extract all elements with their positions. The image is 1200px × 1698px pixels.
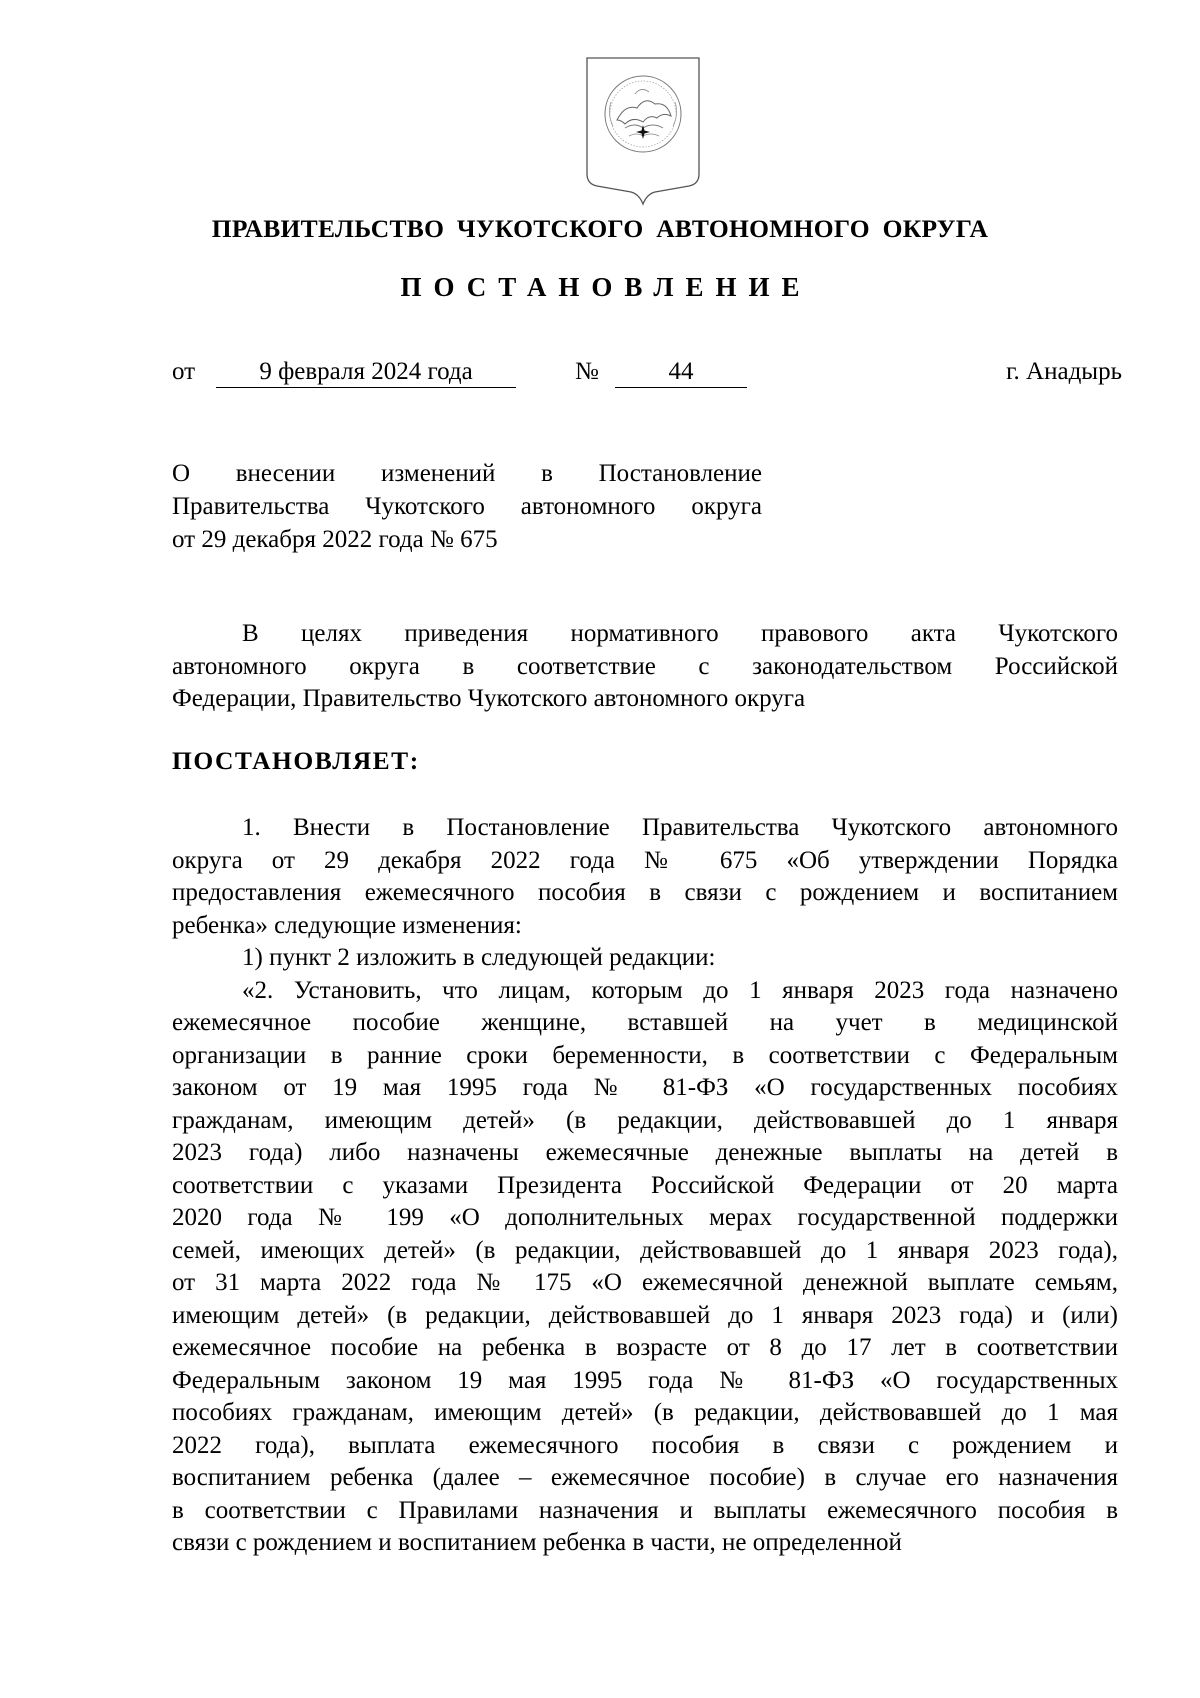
preamble-paragraph (172, 618, 1118, 716)
document-date: 9 февраля 2024 года (216, 358, 516, 388)
main-line: от 31 марта 2022 года № 175 «О ежемесячной денежной выплате семьям, (172, 1269, 1118, 1296)
resolves-heading: ПОСТАНОВЛЯЕТ: (172, 746, 420, 775)
main-line: соответствии с указами Президента Российской Федерации от 20 марта (172, 1171, 1118, 1199)
document-number: 44 (615, 358, 747, 388)
main-line: гражданам, имеющим детей» (в редакции, действовавшей до 1 января (172, 1106, 1118, 1134)
preamble-line: автономного округа в соответствие с законодательством Российской (172, 652, 1118, 680)
number-sign-label: № (575, 358, 599, 385)
subject-line: Правительства Чукотского автономного округа (172, 493, 762, 520)
subject-line: от 29 декабря 2022 года № 675 (172, 526, 498, 553)
main-line: ребенка» следующие изменения: (172, 911, 522, 939)
main-line: ежемесячное пособие на ребенка в возрасте от 8 до 17 лет в соответствии (172, 1334, 1118, 1361)
main-line: ежемесячное пособие женщине, вставшей на учет в медицинской (172, 1009, 1118, 1036)
main-line: в соответствии с Правилами назначения и выплаты ежемесячного пособия в (172, 1496, 1118, 1524)
main-line: законом от 19 мая 1995 года № 81-ФЗ «О государственных пособиях (172, 1074, 1118, 1101)
main-line: воспитанием ребенка (далее – ежемесячное пособие) в случае его назначения (172, 1464, 1118, 1491)
document-city: г. Анадырь (1006, 358, 1122, 385)
main-line: семей, имеющих детей» (в редакции, действовавшей до 1 января 2023 года), (172, 1236, 1118, 1264)
main-line: 2022 года), выплата ежемесячного пособия в связи с рождением и (172, 1431, 1118, 1459)
coat-of-arms-icon (585, 56, 701, 206)
subject-line: О внесении изменений в Постановление (172, 460, 762, 487)
main-text (172, 812, 1118, 1560)
main-line: имеющим детей» (в редакции, действовавшей до 1 января 2023 года) и (или) (172, 1301, 1118, 1329)
main-line: округа от 29 декабря 2022 года № 675 «Об утверждении Порядка (172, 846, 1118, 874)
document-type-title: ПОСТАНОВЛЕНИЕ (400, 272, 812, 302)
main-line: предоставления ежемесячного пособия в связи с рождением и воспитанием (172, 879, 1118, 906)
main-line: пособиях гражданам, имеющим детей» (в редакции, действовавшей до 1 мая (172, 1399, 1118, 1426)
main-line: связи с рождением и воспитанием ребенка в части, не определенной (172, 1529, 902, 1556)
preamble-line: Федерации, Правительство Чукотского автономного округа (172, 685, 806, 712)
document-meta-row (172, 358, 1122, 394)
preamble-line: В целях приведения нормативного правового акта Чукотского (242, 620, 1118, 647)
main-line: 2020 года № 199 «О дополнительных мерах государственной поддержки (172, 1204, 1118, 1231)
main-line: Федеральным законом 19 мая 1995 года № 81-ФЗ «О государственных (172, 1366, 1118, 1394)
main-line: «2. Установить, что лицам, которым до 1 января 2023 года назначено (242, 976, 1118, 1004)
main-line: 2023 года) либо назначены ежемесячные денежные выплаты на детей в (172, 1139, 1118, 1166)
government-title: ПРАВИТЕЛЬСТВО ЧУКОТСКОГО АВТОНОМНОГО ОКРУГА (211, 214, 989, 243)
date-prefix-label: от (172, 358, 196, 385)
main-line: 1. Внести в Постановление Правительства Чукотского автономного (242, 814, 1118, 841)
main-line: 1) пункт 2 изложить в следующей редакции: (242, 944, 716, 971)
main-line: организации в ранние сроки беременности, в соответствии с Федеральным (172, 1041, 1118, 1069)
document-subject (172, 457, 762, 556)
